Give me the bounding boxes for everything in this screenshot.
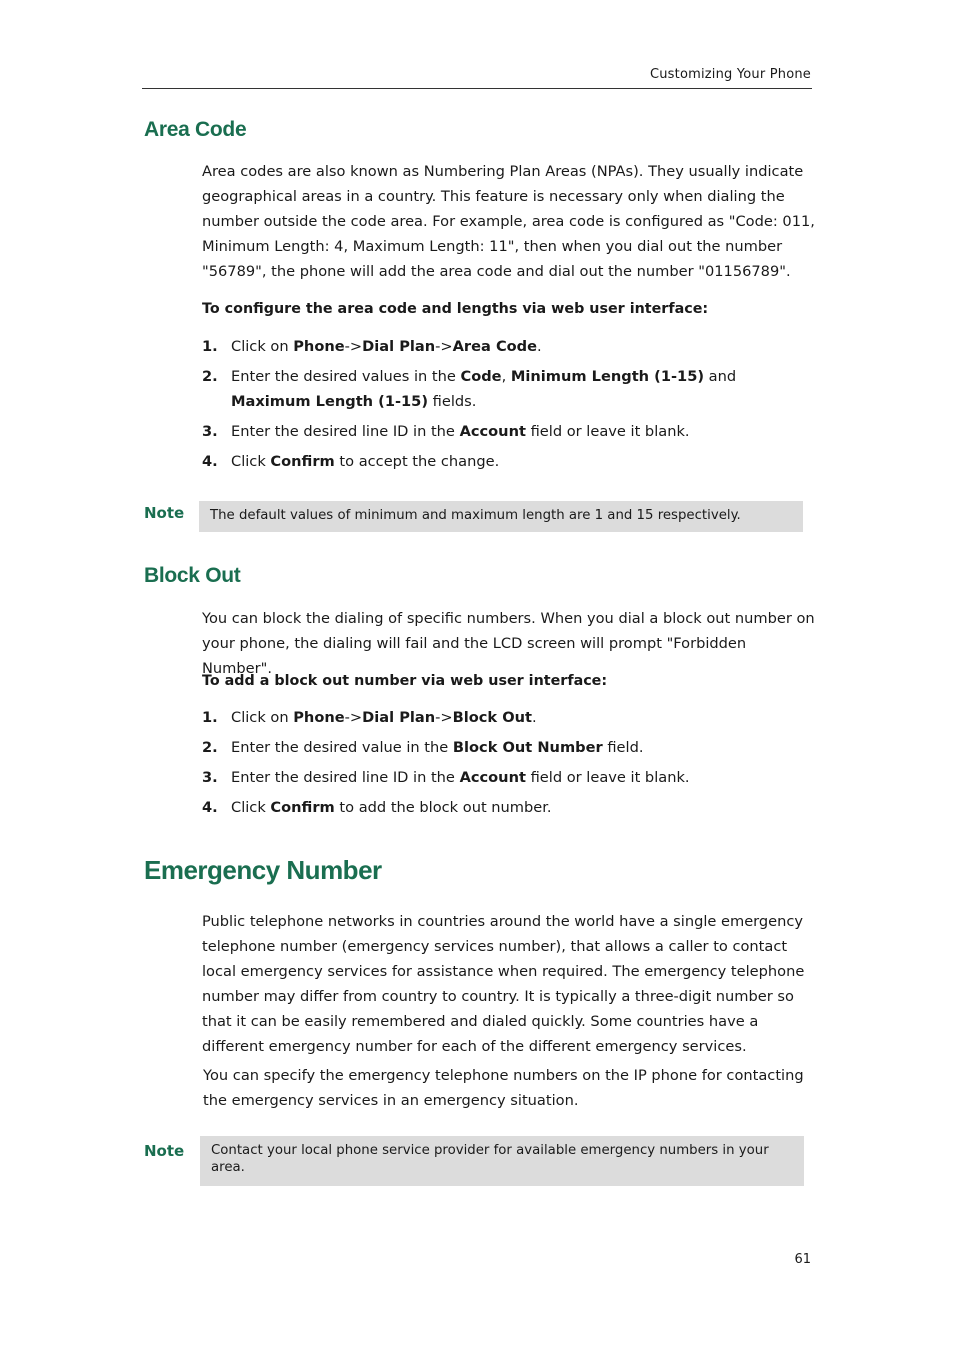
- area-code-intro: Area codes are also known as Numbering Plan Areas (NPAs). They usually indicate geographical areas in a country. This feature is necessary only when dialing the number outside the code area. For example, area code is configured as "Code: 011, Minimum Length: 4, Maximum Length: 11", then when you dial out the number "56789", the phone will add the area code and dial out the number "01156789".: [202, 163, 815, 280]
- block-out-intro: You can block the dialing of specific numbers. When you dial a block out number on your phone, the dialing will fail and the LCD screen will prompt "Forbidden Number".: [202, 610, 815, 677]
- note-text: Contact your local phone service provider for available emergency numbers in your area.: [211, 1143, 769, 1175]
- list-item: 4. Click Confirm to accept the change.: [202, 453, 500, 470]
- note-label: Note: [144, 504, 185, 522]
- running-header: Customizing Your Phone: [649, 67, 811, 82]
- list-item: 3. Enter the desired line ID in the Account field or leave it blank.: [202, 769, 690, 786]
- note-text: The default values of minimum and maximum length are 1 and 15 respectively.: [210, 508, 741, 523]
- list-item: 1. Click on Phone->Dial Plan->Area Code.: [202, 338, 542, 355]
- list-item: 3. Enter the desired line ID in the Account field or leave it blank.: [202, 423, 690, 440]
- note-box: [199, 501, 803, 532]
- list-item: 2. Enter the desired value in the Block Out Number field.: [202, 739, 644, 756]
- block-out-steps: [202, 705, 816, 825]
- block-out-procedure-title: To add a block out number via web user interface:: [202, 673, 608, 689]
- list-item: 4. Click Confirm to add the block out number.: [202, 799, 552, 816]
- area-code-steps: [202, 334, 816, 479]
- note-box: [200, 1136, 804, 1186]
- area-code-procedure-title: To configure the area code and lengths via web user interface:: [202, 301, 709, 317]
- page-number: 61: [794, 1252, 811, 1267]
- section-title-emergency-number: Emergency Number: [144, 855, 382, 885]
- emergency-paragraph-1: Public telephone networks in countries around the world have a single emergency telephone number (emergency services number), that allows a caller to contact local emergency services for assistance when required. The emergency telephone number may differ from country to country. It is typically a three-digit number so that it can be easily remembered and dialed quickly. Some countries have a different emergency number for each of the different emergency services.: [202, 913, 805, 1055]
- list-item: 2. Enter the desired values in the Code, Minimum Length (1-15) and Maximum Length (1-15) fields.: [202, 368, 737, 410]
- list-item: 1. Click on Phone->Dial Plan->Block Out.: [202, 709, 537, 726]
- emergency-paragraph-2: You can specify the emergency telephone numbers on the IP phone for contacting the emergency services in an emergency situation.: [203, 1067, 804, 1109]
- section-title-area-code: Area Code: [144, 118, 247, 141]
- note-label: Note: [144, 1142, 185, 1160]
- section-title-block-out: Block Out: [144, 564, 241, 587]
- header-divider: [142, 88, 812, 89]
